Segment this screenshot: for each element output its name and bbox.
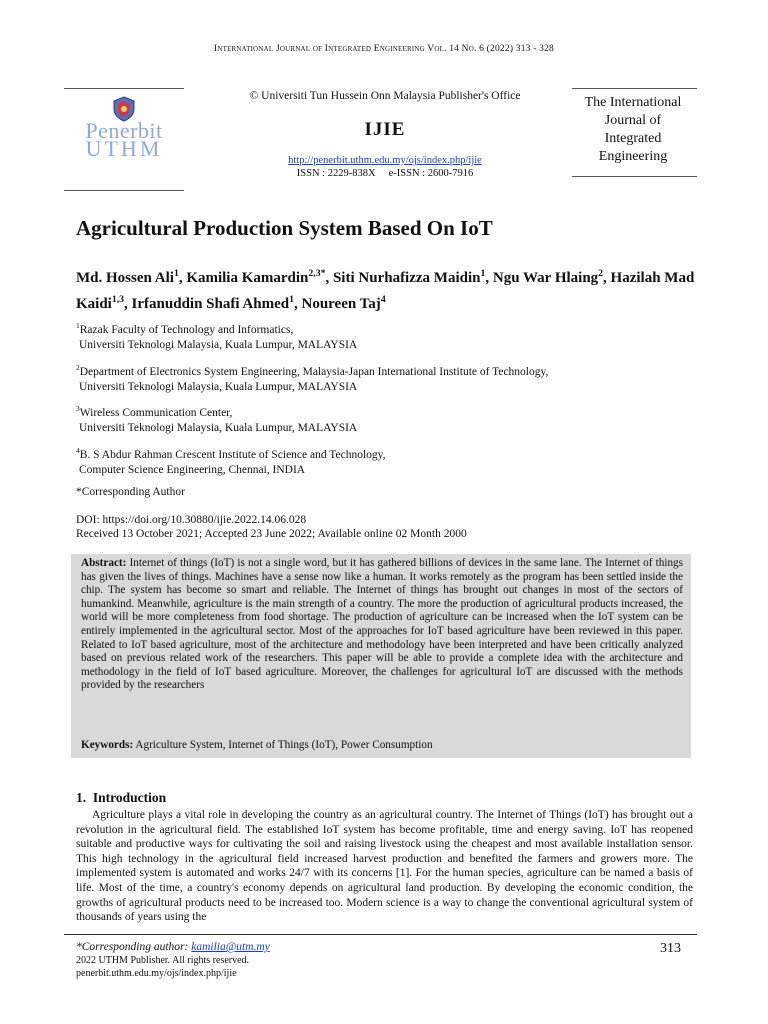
affiliation-line: Computer Science Engineering, Chennai, INDIA xyxy=(79,463,306,476)
author-list xyxy=(76,263,696,315)
running-head-text: International Journal of Integrated Engineering Vol. 14 No. 6 (2022) 313 - 328 xyxy=(213,44,554,54)
author-name: Kamilia Kamardin xyxy=(186,270,309,286)
affiliation-line: Razak Faculty of Technology and Informatics, xyxy=(79,323,294,336)
abstract-text: Internet of things (IoT) is not a single word, but it has gathered billions of devices in the same lane. The Internet of things has given the lives of things. Machines have a sense now like a human. It works remotely as the program has been settled inside the chip. The system has become so smart and reliable. The Internet of things has brought out changes in most of the sectors of humankind. Meanwhile, agriculture is the main strength of a country. The more the production of agricultural products increased, the world will be more completeness from food shortage. The production of agriculture can be increased when the IoT system can be entirely implemented in the agricultural sector. Most of the approaches for IoT based agriculture have been reviewed in this paper. Related to IoT based agriculture, most of the architecture and methodology have been interpreted and have been critically analyzed based on previous related work of the researchers. This paper will be able to provide a complete idea with the architecture and methodology in the field of IoT based agriculture. Moreover, the challenges for agricultural IoT are discussed with the methods provided by the researchers xyxy=(81,557,684,692)
affiliation-line: Department of Electronics System Engineering, Malaysia-Japan International Institute of Technology, xyxy=(79,365,549,378)
doi-line: DOI: https://doi.org/10.30880/ijie.2022.14.06.028 xyxy=(76,514,307,526)
publisher-logo xyxy=(78,96,188,160)
author-affiliation-marker: 1,3 xyxy=(111,294,125,305)
footer-url: penerbit.uthm.edu.my/ojs/index.php/ijie xyxy=(76,968,237,979)
author-name: Irfanuddin Shafi Ahmed xyxy=(131,296,290,312)
author-separator: , xyxy=(124,296,132,312)
section-heading-introduction: 1. Introduction xyxy=(76,790,167,805)
page-number: 313 xyxy=(660,941,681,956)
introduction-paragraph: Agriculture plays a vital role in developing the country as an agricultural country. The Internet of Things (IoT) has brought out a revolution in the agricultural field. The established IoT system has become profitable, time and energy saving. IoT has reopened suitable and productive ways for cultivating the soil and raising livestock using the cheapest and most available installation sensor. This high technology in the agricultural field increased harvest production and benefited the farmers and growers more. The implemented system is automated and works 24/7 with its concerns [1]. For the human species, agriculture can be named a basis of life. Most of the time, a country's economy depends on agricultural land production. By developing the economic condition, the growths of agricultural products need to be increased too. Modern science is a way to change the conventional agricultural system of thousands of years using the xyxy=(76,809,693,924)
author-affiliation-marker: 2 xyxy=(598,268,604,279)
abstract-label: Abstract: xyxy=(81,557,127,569)
author-affiliation-marker: 1 xyxy=(289,294,294,305)
author-name: Hazilah Mad Kaidi xyxy=(76,270,695,312)
keywords-text: Agriculture System, Internet of Things (IoT), Power Consumption xyxy=(135,739,433,751)
affiliation-line: B. S Abdur Rahman Crescent Institute of Science and Technology, xyxy=(79,448,386,461)
affiliation-1 xyxy=(76,318,696,353)
keywords-label: Keywords: xyxy=(81,739,134,751)
journal-name-line-3: Integrated xyxy=(604,131,662,146)
journal-name-box xyxy=(572,94,694,166)
journal-name-line-1: The International xyxy=(584,95,682,110)
affiliation-line: Universiti Teknologi Malaysia, Kuala Lumpur, MALAYSIA xyxy=(79,338,358,351)
copyright-line: © Universiti Tun Hussein Onn Malaysia Publisher's Office xyxy=(249,90,521,102)
affiliation-line: Wireless Communication Center, xyxy=(79,406,233,419)
issn-line: ISSN : 2229-838X e-ISSN : 2600-7916 xyxy=(296,168,474,179)
author-separator: , xyxy=(293,296,302,312)
author-affiliation-marker: 1 xyxy=(480,268,486,279)
affiliation-number: 3 xyxy=(76,404,80,413)
author-affiliation-marker: 2,3* xyxy=(308,268,326,279)
author-affiliation-marker: 4 xyxy=(380,294,386,305)
affiliation-line: Universiti Teknologi Malaysia, Kuala Lumpur, MALAYSIA xyxy=(79,421,358,434)
affiliation-line: Universiti Teknologi Malaysia, Kuala Lumpur, MALAYSIA xyxy=(79,380,358,393)
journal-name-line-2: Journal of xyxy=(604,113,662,128)
author-name: Siti Nurhafizza Maidin xyxy=(332,270,481,286)
footer-corresponding-label: *Corresponding author: xyxy=(76,941,189,953)
author-name: Ngu War Hlaing xyxy=(492,270,599,286)
affiliation-4 xyxy=(76,443,696,478)
abstract-box xyxy=(71,554,691,758)
running-head xyxy=(0,44,768,54)
header-rule-left xyxy=(64,88,184,89)
author-name: Noureen Taj xyxy=(301,296,381,312)
dates-line: Received 13 October 2021; Accepted 23 June 2022; Available online 02 Month 2000 xyxy=(76,528,467,540)
affiliation-number: 2 xyxy=(76,363,80,372)
author-affiliation-marker: 1 xyxy=(173,268,179,279)
journal-acronym: IJIE xyxy=(364,119,406,140)
footer-rights: 2022 UTHM Publisher. All rights reserved. xyxy=(76,955,250,966)
corresponding-author-note: *Corresponding Author xyxy=(76,486,185,498)
logo-text-penerbit: Penerbit xyxy=(85,118,163,143)
logo-text-uthm: UTHM xyxy=(85,136,163,161)
journal-name-line-4: Engineering xyxy=(598,149,668,164)
header-rule-bottom-left xyxy=(64,190,184,191)
corresponding-email-link[interactable]: kamilia@utm.my xyxy=(191,941,270,953)
affiliation-3 xyxy=(76,401,696,436)
footer xyxy=(76,941,270,980)
footer-rule xyxy=(64,934,697,935)
affiliation-number: 4 xyxy=(76,446,80,455)
author-separator: , xyxy=(325,270,333,286)
author-separator: , xyxy=(485,270,493,286)
author-separator: , xyxy=(603,270,611,286)
author-name: Md. Hossen Ali xyxy=(76,270,174,286)
affiliation-2 xyxy=(76,360,696,395)
journal-url-link[interactable]: http://penerbit.uthm.edu.my/ojs/index.php/ijie xyxy=(288,155,482,166)
abstract xyxy=(81,557,683,693)
header-rule-bottom-right xyxy=(572,176,697,177)
keywords xyxy=(81,739,433,751)
affiliation-number: 1 xyxy=(76,321,80,330)
header-rule-right xyxy=(572,88,697,89)
paper-title: Agricultural Production System Based On IoT xyxy=(76,216,493,240)
author-separator: , xyxy=(178,270,187,286)
